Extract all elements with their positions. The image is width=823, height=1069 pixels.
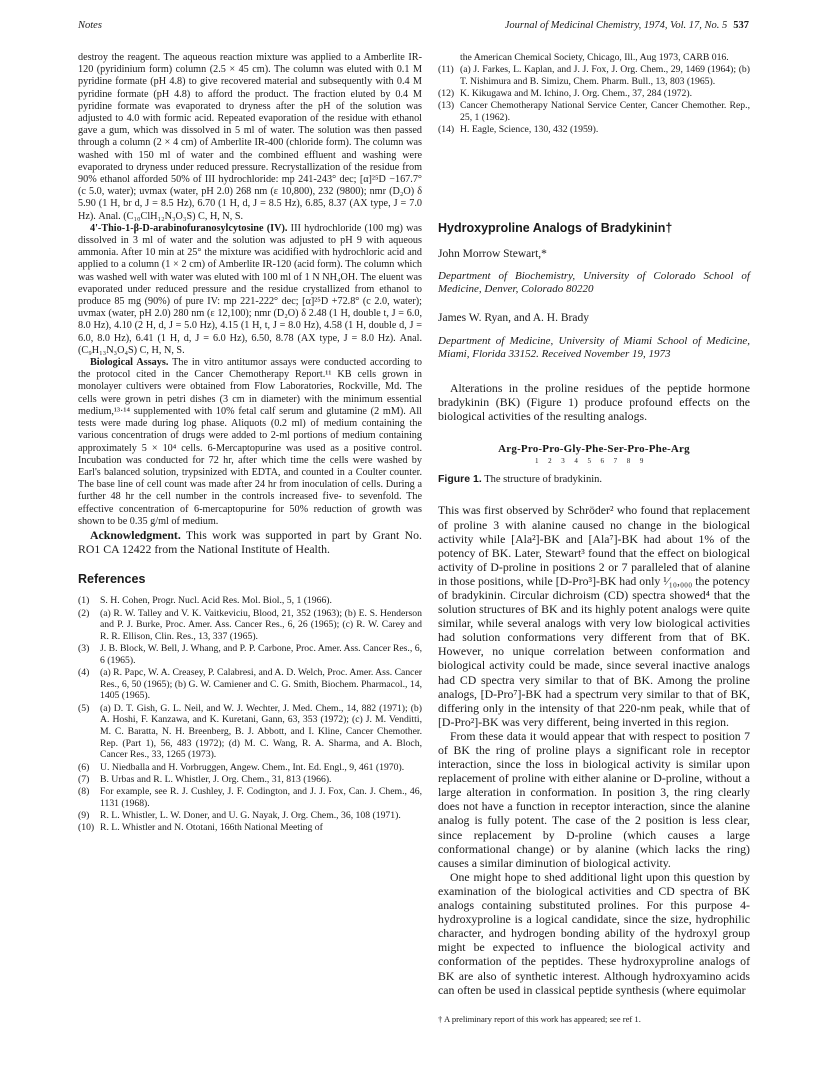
running-header-journal xyxy=(505,20,749,31)
reference-item: (9) R. L. Whistler, L. W. Doner, and U. G. Nayak, J. Org. Chem., 36, 108 (1971). xyxy=(78,809,401,821)
reference-item: (8) For example, see R. J. Cushley, J. F. Codington, and J. J. Fox, Can. J. Chem., 46, 1131 (1968). xyxy=(78,786,422,809)
experimental-paragraph-2 xyxy=(78,223,422,357)
reference-item: (5) (a) D. T. Gish, G. L. Neil, and W. J. Wechter, J. Med. Chem., 14, 882 (1971); (b) A. Hoshi, F. Kanzawa, and K. Kuretani, Gann, 63, 353 (1972); (c) J. M. Venditti, M. C. Baratta, N. H. Breenberg, B. J. Abbott, and I. Kline, Cancer Chemother. Rep. (Part 1), 56, 483 (1972); (d) M. C. Wang, R. A. Sharma, and A. Bloch, Cancer Res., 33, 1265 (1973). xyxy=(78,702,422,761)
left-column xyxy=(78,52,422,834)
acknowledgment-text: This work was supported in part by Grant No. RO1 CA 12422 from the National Institute of Health. xyxy=(78,527,422,557)
assays-heading: Biological Assays. xyxy=(90,357,169,369)
biological-assays-paragraph xyxy=(78,357,422,528)
acknowledgment-heading: Acknowledgment. xyxy=(90,527,181,542)
abstract: Alterations in the proline residues of the peptide hormone bradykinin (BK) (Figure 1) produce profound effects on the biological activities of the resulting analogs. xyxy=(438,380,750,423)
reference-item: (2) (a) R. W. Talley and V. K. Vaitkeviciu, Blood, 21, 352 (1963); (b) E. S. Henderson and P. J. Burke, Proc. Amer. Ass. Cancer Res., 6, 26 (1965); (c) R. W. Carey and R. R. Ellison, Clin. Res., 13, 337 (1965). xyxy=(78,607,422,642)
sequence-numbers: 123456789 xyxy=(535,457,653,466)
reference-item: (3) J. B. Block, W. Bell, J. Whang, and P. P. Carbone, Proc. Amer. Ass. Cancer Res., 6, 6 (1965). xyxy=(78,643,422,666)
reference-item: (4) (a) R. Papc, W. A. Creasey, P. Calabresi, and A. D. Welch, Proc. Amer. Ass. Cancer Res., 6, 50 (1965); (b) G. W. Camiener and C. G. Smith, Biochem. Pharmacol., 14, 1405 (1965). xyxy=(78,667,422,702)
body-paragraph-3: One might hope to shed additional light upon this question by examination of the biological activities and CD spectra of BK analogs containing substituted prolines. For this purpose 4-hydroxyproline is a logical candidate, since the size, hydrophilic character, and hydrogen bonding ability of the hydroxyl group might be expected to influence the biological activity and conformation of the peptides. These hydroxyproline analogs of BK are also of synthetic interest. Although hydroxyamino acids can often be used in classical peptide synthesis (where equimolar xyxy=(438,869,750,997)
reference-item: (13) Cancer Chemotherapy National Service Center, Cancer Chemother. Rep., 25, 1 (1962). xyxy=(438,100,750,124)
reference-item: (10) R. L. Whistler and N. Ototani, 166th National Meeting of xyxy=(78,822,323,834)
author-secondary: James W. Ryan, and A. H. Brady xyxy=(438,312,589,325)
reference-item: (11) (a) J. Farkes, L. Kaplan, and J. J. Fox, J. Org. Chem., 29, 1469 (1964); (b) T. Nishimura and B. Simizu, Chem. Pharm. Bull., 13, 803 (1965). xyxy=(438,64,750,87)
right-column xyxy=(438,52,750,1025)
reference-item: (12) K. Kikugawa and M. Ichino, J. Org. Chem., 37, 284 (1972). xyxy=(438,88,693,100)
references-heading: References xyxy=(78,572,146,587)
figure-label: Figure 1. xyxy=(438,473,482,486)
peptide-sequence: Arg-Pro-Pro-Gly-Phe-Ser-Pro-Phe-Arg xyxy=(498,442,690,455)
experimental-paragraph-1: destroy the reagent. The aqueous reaction mixture was applied to a Amberlite IR-120 (pyridinium form) column (2.5 × 45 cm). The column was eluted with 0.1 M pyridine formate (pH 4.8) to give recovered material and subsequently with 0.4 M pyridine formate (pH 4.8) to afford the product. The fraction eluted by 0.4 M pyridine formate was evaporated to dryness after the pH of the solution was adjusted to 4.0 with formic acid. Repeated evaporation of the residue with ethanol gave a gum, which was dissolved in 5 ml of water. The solution was then passed through a column (2 × 4 cm) of Amberlite IR-400 (chloride form). The column was washed with 150 ml of water and the combined effluent and washing were evaporated to dryness under reduced pressure. Recrystallization of the residue from 90% ethanol afforded 50% of III hydrochloride: mp 241-243° dec; [α]²⁵D −167.7° (c 5.0, water); uvmax (water, pH 2.0) 268 nm (ε 10,800), 232 (9800); nmr (D₂O) δ 5.90 (1 H, br d, J = 8.5 Hz), 6.70 (1 H, d, J = 8.5 Hz), 6.85, 8.37 (AX type, J = 7.0 Hz). Anal. (C₁₀ClH₁₂N₃O₃S) C, H, N, S. xyxy=(78,52,422,222)
reference-item: the American Chemical Society, Chicago, Ill., Aug 1973, CARB 016. xyxy=(460,52,729,63)
author-primary: John Morrow Stewart,* xyxy=(438,248,547,261)
compound-heading: 4'-Thio-1-β-D-arabinofuranosylcytosine (IV). xyxy=(90,222,288,234)
figure-caption xyxy=(438,473,750,486)
reference-item: (7) B. Urbas and R. L. Whistler, J. Org. Chem., 31, 813 (1966). xyxy=(78,773,332,785)
journal-citation: Journal of Medicinal Chemistry, 1974, Vol. 17, No. 5 xyxy=(504,20,728,31)
figure-caption-text: The structure of bradykinin. xyxy=(484,474,602,486)
reference-item: (6) U. Niedballa and H. Vorbruggen, Angew. Chem., Int. Ed. Engl., 9, 461 (1970). xyxy=(78,761,405,773)
references-list xyxy=(78,595,422,834)
body-paragraph-1: This was first observed by Schröder² who found that replacement of proline 3 with alanine caused no change in the biological activity while [Ala²]-BK and [Ala⁷]-BK had about 1% of the potency of BK. Later, Stewart³ found that the effect on biological activity of D-proline in positions 2 or 7 paralleled that of alanine in those positions, while [D-Pro³]-BK had only ¹⁄₁₀,₀₀₀ the potency of bradykinin. Circular dichroism (CD) spectra showed⁴ that the solution structures of BK and its highly potent analogs were quite similar, while several analogs with very low biological activities had solution conformations very different from that of BK. However, no unique correlation between conformation and biological activity could be made, since several inactive analogs had CD spectra very similar to that of BK. Among the proline analogs, [D-Pro⁷]-BK had a spectrum very similar to that of BK, differing only in the intensity of that 220-nm peak, while that of [D-Pro²]-BK was very different, being inverted in this region. xyxy=(438,503,750,729)
acknowledgment-paragraph xyxy=(78,528,422,556)
affiliation-secondary: Department of Medicine, University of Miami School of Medicine, Miami, Florida 33152. Received November 19, 1973 xyxy=(438,334,750,360)
article-title: Hydroxyproline Analogs of Bradykinin† xyxy=(438,220,673,235)
affiliation-primary: Department of Biochemistry, University of Colorado School of Medicine, Denver, Colorado 80220 xyxy=(438,270,750,296)
reference-item: (14) H. Eagle, Science, 130, 432 (1959). xyxy=(438,124,599,136)
reference-item: (1) S. H. Cohen, Progr. Nucl. Acid Res. Mol. Biol., 5, 1 (1966). xyxy=(78,595,332,607)
running-header-section: Notes xyxy=(78,20,102,31)
compound-text: III hydrochloride (100 mg) was dissolved in 3 ml of water and the solution was adjusted to pH 9 with aqueous ammonia. After 10 min at 25° the mixture was acidified with hydrochloric acid and applied to a column (1 × 2 cm) of Amberlite IR-120 (acid form). The column which was washed well with water was eluted with 100 ml of 1 N NH₄OH. The eluent was evaporated under reduced pressure and the residue crystallized from ethanol to produce 85 mg (90%) of pure IV: mp 221-222° dec; [α]²⁵D +72.8° (c 2.0, water); uvmax (water, pH 2.0) 280 nm (ε 12,100); nmr (D₂O) δ 2.48 (1 H, double t, J = 6.0, 8.0 Hz), 4.10 (2 H, d, J = 5.0 Hz), 4.15 (1 H, t, J = 8.0 Hz), 4.58 (1 H, double d, J = 6.0, 8.0 Hz), 6.41 (1 H, d, J = 6.0 Hz), 6.50, 8.78 (AX type, J = 8.0 Hz). Anal. (C₉H₁₃N₃O₄S) C, H, N, S. xyxy=(78,222,422,356)
assays-text: The in vitro antitumor assays were conducted according to the protocol cited in the Cancer Chemotherapy Report.¹¹ KB cells grown in monolayer cultivers were obtained from Flow Laboratories, Rockville, Md. The cells were grown in petri dishes (3 cm in diameter) with the minimum essential medium,¹³·¹⁴ supplemented with 10% fetal calf serum and glutamine (2 mM). All tests were made during log phase. Aliquots (0.2 ml) of medium containing the various concentration of drugs were added to 2-ml portions of medium containing approximately 5 × 10⁴ cells. 6-Mercaptopurine was used as a positive control. Incubation was conducted for 72 hr, after which time the cells were washed by Earl's balanced solution, trypsinized with EDTA, and counted in a Coulter counter. The base line of cell count was made after 24 hr from inoculation of cells. During a further 48 hr the cell number in the controls increased five- to sevenfold. The effective concentration of 6-mercaptopurine for 50% reduction of growth was shown to be 0.35 g/ml of medium. xyxy=(78,357,423,527)
references-list-continued xyxy=(438,52,750,136)
page-number: 537 xyxy=(733,20,749,31)
body-paragraph-2: From these data it would appear that with respect to position 7 of BK the ring of proline plays a significant role in receptor interaction, since the loss in biological activity is similar upon replacement of proline with either alanine or D-proline, without a large alteration in conformation. In position 3, the ring clearly does not have a function in receptor interaction, since the alanine analog is fully potent. The case of the 2 position is less clear, since replacement by D-proline (which causes a large conformational change) or by alanine (which lacks the ring) causes a similar diminution of biological activity. xyxy=(438,728,750,870)
footnote: † A preliminary report of this work has appeared; see ref 1. xyxy=(438,1013,641,1024)
